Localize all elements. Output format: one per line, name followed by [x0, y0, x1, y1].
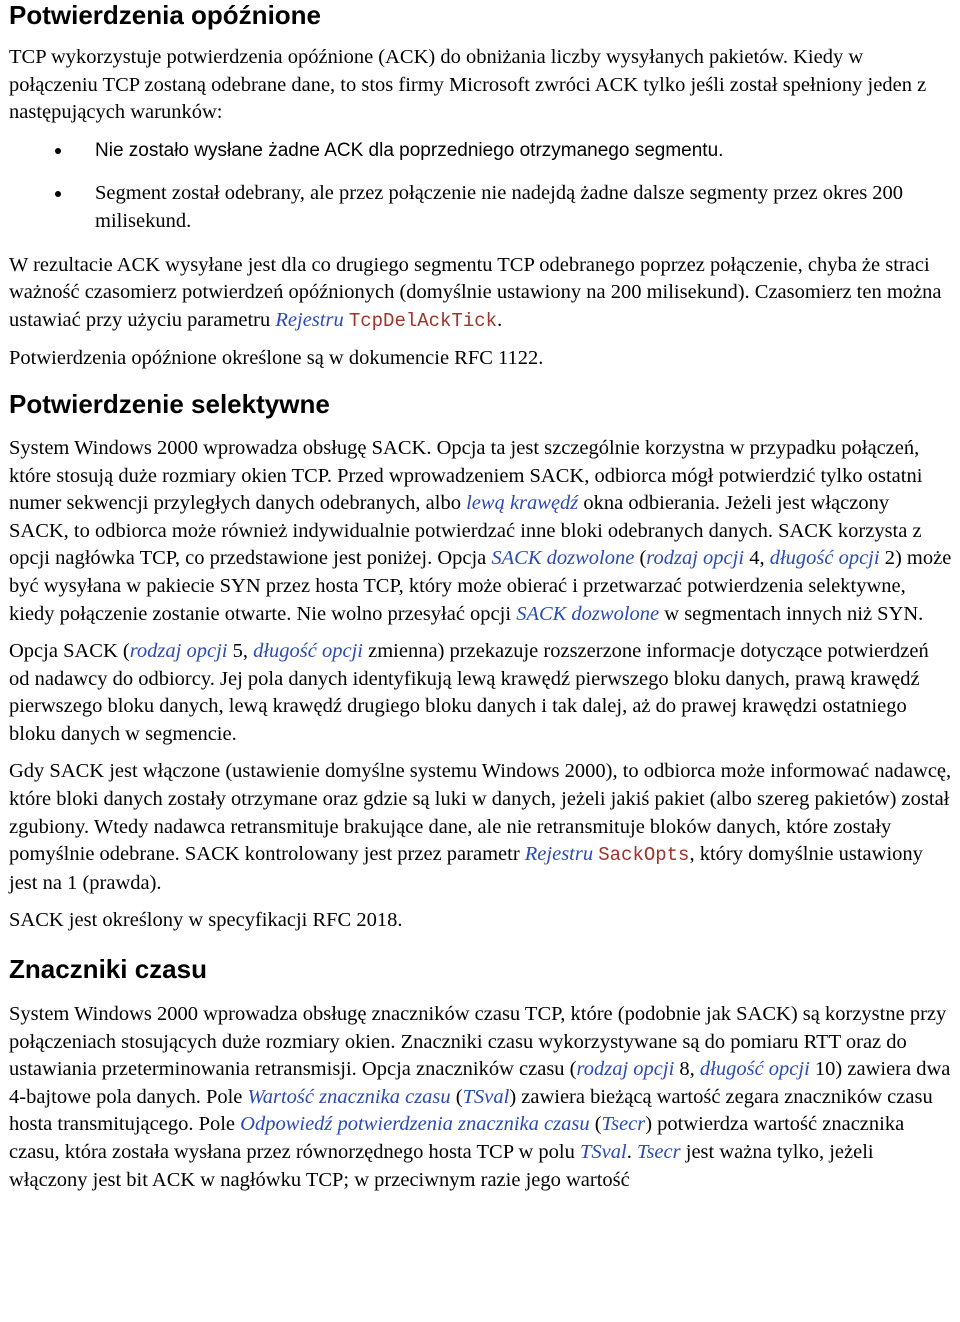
link-sack-permitted[interactable]: SACK dozwolone — [516, 602, 660, 625]
text-run: System Windows 2000 wprowadza obsługę znaczników czasu TCP, które (podobnie jak SACK) są korzystne przy połączeniach stosujących duże rozmiary okien. Znaczniki czasu wykorzystywane są do pomiaru RTT oraz do ustawiania przeterminowania retransmisji. Opcja znaczników czasu ( — [9, 1003, 947, 1081]
link-tsval[interactable]: TSval — [462, 1085, 510, 1108]
conditions-list — [9, 137, 952, 236]
link-registry[interactable]: Rejestru — [275, 308, 344, 331]
text-run: System Windows 2000 wprowadza obsługę SACK. Opcja ta jest szczególnie korzystna w przypadku połączeń, które stosują duże rozmiary okien TCP. Przed wprowadzeniem SACK, odbiorca mógł potwierdzić tylko ostatni numer sekwencji przyległych danych odebranych, albo — [9, 436, 923, 515]
text-run: w segmentach innych niż SYN. — [659, 602, 924, 625]
text-run: 4, — [744, 547, 770, 570]
bullet-icon — [55, 191, 61, 197]
link-option-kind[interactable]: rodzaj opcji — [576, 1058, 675, 1081]
paragraph-sack-intro — [9, 435, 952, 628]
heading-timestamps: Znaczniki czasu — [9, 954, 207, 985]
link-option-kind[interactable]: rodzaj opcji — [646, 547, 745, 570]
text-run: W rezultacie ACK wysyłane jest dla co drugiego segmentu TCP odebranego poprzez połączenie, chyba że straci ważność czasomierz potwierdzeń opóźnionych (domyślnie ustawiony na 200 milisekund). Czasomierz ten można ustawiać przy użyciu parametru — [9, 253, 942, 331]
link-option-length[interactable]: długość opcji — [253, 640, 363, 663]
text-run: 2) może być wysyłana w pakiecie SYN przez hosta TCP, który może obierać i przetwarzać potwierdzenia selektywne, kiedy połączenie zostanie otwarte. Nie wolno przesyłać opcji — [9, 547, 952, 625]
paragraph-sack-option — [9, 638, 952, 748]
bullet-icon — [55, 148, 61, 154]
link-option-length[interactable]: długość opcji — [769, 547, 880, 570]
text-run: . — [497, 308, 503, 331]
text-run: ( — [634, 547, 647, 570]
paragraph-sack-enabled — [9, 758, 952, 897]
text-run: ( — [589, 1113, 602, 1136]
link-left-edge[interactable]: lewą krawędź — [466, 492, 579, 515]
text-run: 10) zawiera dwa 4-bajtowe pola danych. Pole — [9, 1058, 951, 1108]
link-tsecr[interactable]: Tsecr — [636, 1141, 681, 1163]
text-run: 8, — [674, 1058, 700, 1081]
text-run: zmienna) przekazuje rozszerzone informacje dotyczące potwierdzeń od nadawcy do odbiorcy. Jej pola danych identyfikują lewą krawędź pierwszego bloku danych, prawą krawędź pierwszego bloku danych, lewą krawędź drugiego bloku danych i tak dalej, aż do prawej krawędzi ostatniego bloku danych w segmencie. — [9, 640, 929, 745]
heading-delayed-ack: Potwierdzenia opóźnione — [9, 0, 322, 30]
paragraph-delayed-result — [9, 252, 952, 336]
list-item-text: Segment został odebrany, ale przez połączenie nie nadejdą żadne dalsze segmenty przez okres 200 milisekund. — [95, 182, 904, 232]
heading-selective-ack: Potwierdzenie selektywne — [9, 388, 330, 419]
text-run: , który domyślnie ustawiony jest na 1 (prawda). — [9, 843, 923, 894]
paragraph-delayed-intro: TCP wykorzystuje potwierdzenia opóźnione (ACK) do obniżania liczby wysyłanych pakietów. Kiedy w połączeniu TCP zostaną odebrane dane, to stos firmy Microsoft zwróci ACK tylko jeśli został spełniony jeden z następujących warunków: — [9, 46, 927, 124]
code-tcpdelacktick: TcpDelAckTick — [348, 309, 498, 332]
list-item-text: Nie zostało wysłane żadne ACK dla poprzedniego otrzymanego segmentu. — [95, 139, 724, 161]
text-run: okna odbierania. Jeżeli jest włączony SACK, to odbiorca może również indywidualnie potwierdzać inne bloki odebranych danych. SACK korzysta z opcji nagłówka TCP, co przedstawione jest poniżej. Opcja — [9, 492, 922, 570]
text-run: ) zawiera bieżącą wartość zegara znaczników czasu hosta transmitującego. Pole — [9, 1085, 933, 1136]
text-run: Gdy SACK jest włączone (ustawienie domyślne systemu Windows 2000), to odbiorca może informować nadawcę, które bloki danych zostały otrzymane oraz gdzie są luki w danych, jeżeli jakiś pakiet (albo szereg pakietów) został zgubiony. Wtedy nadawca retransmituje brakujące dane, ale nie retransmituje bloków danych, które zostały pomyślnie odebrane. SACK kontrolowany jest przez parametr — [9, 760, 952, 866]
paragraph-delayed-rfc: Potwierdzenia opóźnione określone są w dokumencie RFC 1122. — [9, 347, 544, 370]
link-option-length[interactable]: długość opcji — [699, 1058, 810, 1081]
link-option-kind[interactable]: rodzaj opcji — [129, 640, 228, 663]
link-registry[interactable]: Rejestru — [524, 843, 594, 866]
text-run: Opcja SACK ( — [9, 640, 130, 663]
text-run: . — [626, 1141, 637, 1163]
text-run: 5, — [227, 640, 254, 663]
link-sack-permitted[interactable]: SACK dozwolone — [491, 547, 635, 570]
list-item — [9, 180, 952, 235]
text-run: jest ważna tylko, jeżeli włączony jest bit ACK w nagłówku TCP; w przeciwnym razie jego wartość — [9, 1141, 874, 1191]
paragraph-sack-rfc: SACK jest określony w specyfikacji RFC 2018. — [9, 909, 403, 932]
paragraph-timestamps — [9, 1001, 952, 1194]
link-timestamp-value[interactable]: Wartość znacznika czasu — [247, 1085, 451, 1108]
text-run: ) potwierdza wartość znacznika czasu, która została wysłana przez równorzędnego hosta TCP w polu — [9, 1113, 905, 1163]
link-tsecr[interactable]: Tsecr — [601, 1113, 646, 1136]
text-run: ( — [450, 1085, 463, 1108]
code-sackopts: SackOpts — [598, 844, 690, 867]
link-timestamp-echo-reply[interactable]: Odpowiedź potwierdzenia znacznika czasu — [240, 1113, 590, 1136]
link-tsval[interactable]: TSval — [579, 1141, 627, 1163]
list-item — [9, 137, 952, 165]
